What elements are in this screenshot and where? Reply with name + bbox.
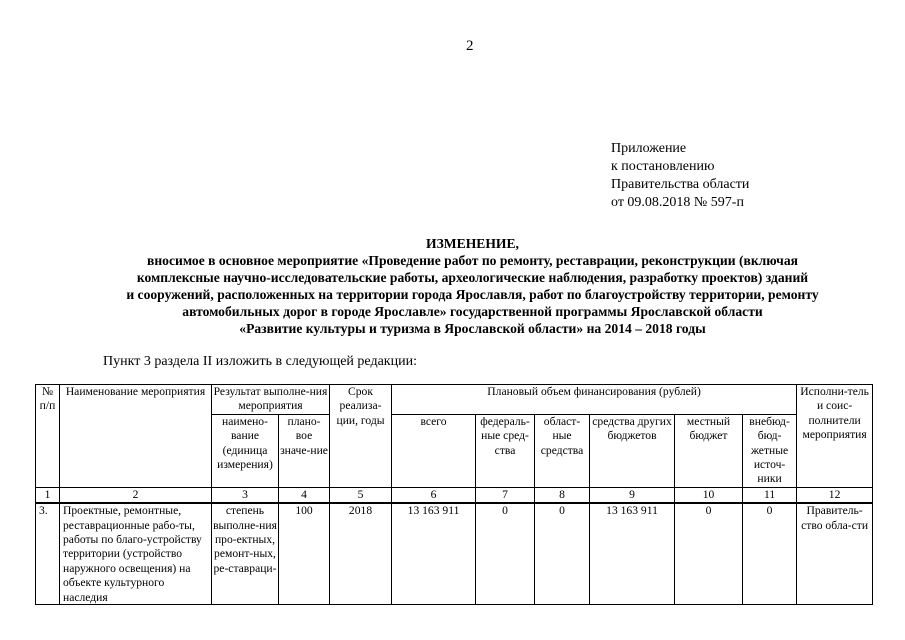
row-local: 0 bbox=[675, 503, 743, 605]
header-name: Наименование мероприятия bbox=[60, 385, 212, 488]
header-other-budgets: средства других бюджетов bbox=[590, 414, 675, 487]
header-finance-group: Плановый объем финансирования (рублей) bbox=[392, 385, 797, 415]
header-total: всего bbox=[392, 414, 476, 487]
row-offbudget: 0 bbox=[743, 503, 797, 605]
column-number: 3 bbox=[212, 487, 279, 503]
heading-line: комплексные научно-исследовательские работы, археологические наблюдения, разработку проектов) зданий bbox=[136, 270, 809, 285]
header-federal: федераль-ные сред-ства bbox=[476, 414, 535, 487]
column-number: 11 bbox=[743, 487, 797, 503]
header-num: № п/п bbox=[36, 385, 60, 488]
header-result-value: плано-вое значе-ние bbox=[279, 414, 330, 487]
column-number: 6 bbox=[392, 487, 476, 503]
column-number: 9 bbox=[590, 487, 675, 503]
row-name: Проектные, ремонтные, реставрационные рабо-ты, работы по благо-устройству территории (устройство наружного освещения) на объекте культурного наследия bbox=[60, 503, 212, 605]
header-offbudget: внебюд-бюд-жетные источ-ники bbox=[743, 414, 797, 487]
document-heading bbox=[40, 235, 905, 337]
table-row bbox=[36, 503, 873, 605]
column-number: 8 bbox=[535, 487, 590, 503]
column-number: 5 bbox=[330, 487, 392, 503]
financing-table bbox=[35, 384, 873, 605]
header-local: местный бюджет bbox=[675, 414, 743, 487]
row-result-value: 100 bbox=[279, 503, 330, 605]
row-total: 13 163 911 bbox=[392, 503, 476, 605]
appendix-line: Приложение bbox=[611, 141, 687, 156]
column-number: 7 bbox=[476, 487, 535, 503]
column-number: 4 bbox=[279, 487, 330, 503]
row-num: 3. bbox=[36, 503, 60, 605]
row-executors: Правитель-ство обла-сти bbox=[797, 503, 873, 605]
heading-line: «Развитие культуры и туризма в Ярославской области» на 2014 – 2018 годы bbox=[239, 321, 706, 336]
heading-title: ИЗМЕНЕНИЕ, bbox=[426, 236, 519, 251]
instruction-text: Пункт 3 раздела II изложить в следующей редакции: bbox=[103, 354, 417, 369]
header-regional: област-ные средства bbox=[535, 414, 590, 487]
header-result-group: Результат выполне-ния мероприятия bbox=[212, 385, 330, 415]
row-term: 2018 bbox=[330, 503, 392, 605]
heading-line: вносимое в основное мероприятие «Проведение работ по ремонту, реставрации, реконструкции (включая bbox=[147, 253, 798, 268]
appendix-line: Правительства области bbox=[611, 177, 750, 192]
header-result-name: наимено-вание (единица измерения) bbox=[212, 414, 279, 487]
column-number: 10 bbox=[675, 487, 743, 503]
heading-line: и сооружений, расположенных на территории города Ярославля, работ по благоустройству территории, ремонту bbox=[126, 287, 819, 302]
appendix-block bbox=[611, 140, 749, 212]
row-federal: 0 bbox=[476, 503, 535, 605]
appendix-line: от 09.08.2018 № 597-п bbox=[611, 195, 744, 210]
column-number: 12 bbox=[797, 487, 873, 503]
column-number: 1 bbox=[36, 487, 60, 503]
column-number: 2 bbox=[60, 487, 212, 503]
appendix-line: к постановлению bbox=[611, 159, 715, 174]
row-result-name: степень выполне-ния про-ектных, ремонт-ных, ре-ставраци- bbox=[212, 503, 279, 605]
heading-line: автомобильных дорог в городе Ярославле» государственной программы Ярославской области bbox=[182, 304, 763, 319]
header-term: Срок реализа-ции, годы bbox=[330, 385, 392, 488]
row-regional: 0 bbox=[535, 503, 590, 605]
row-other-budgets: 13 163 911 bbox=[590, 503, 675, 605]
page-number: 2 bbox=[466, 38, 474, 54]
header-executors: Исполни-тель и соис-полнители мероприятия bbox=[797, 385, 873, 488]
